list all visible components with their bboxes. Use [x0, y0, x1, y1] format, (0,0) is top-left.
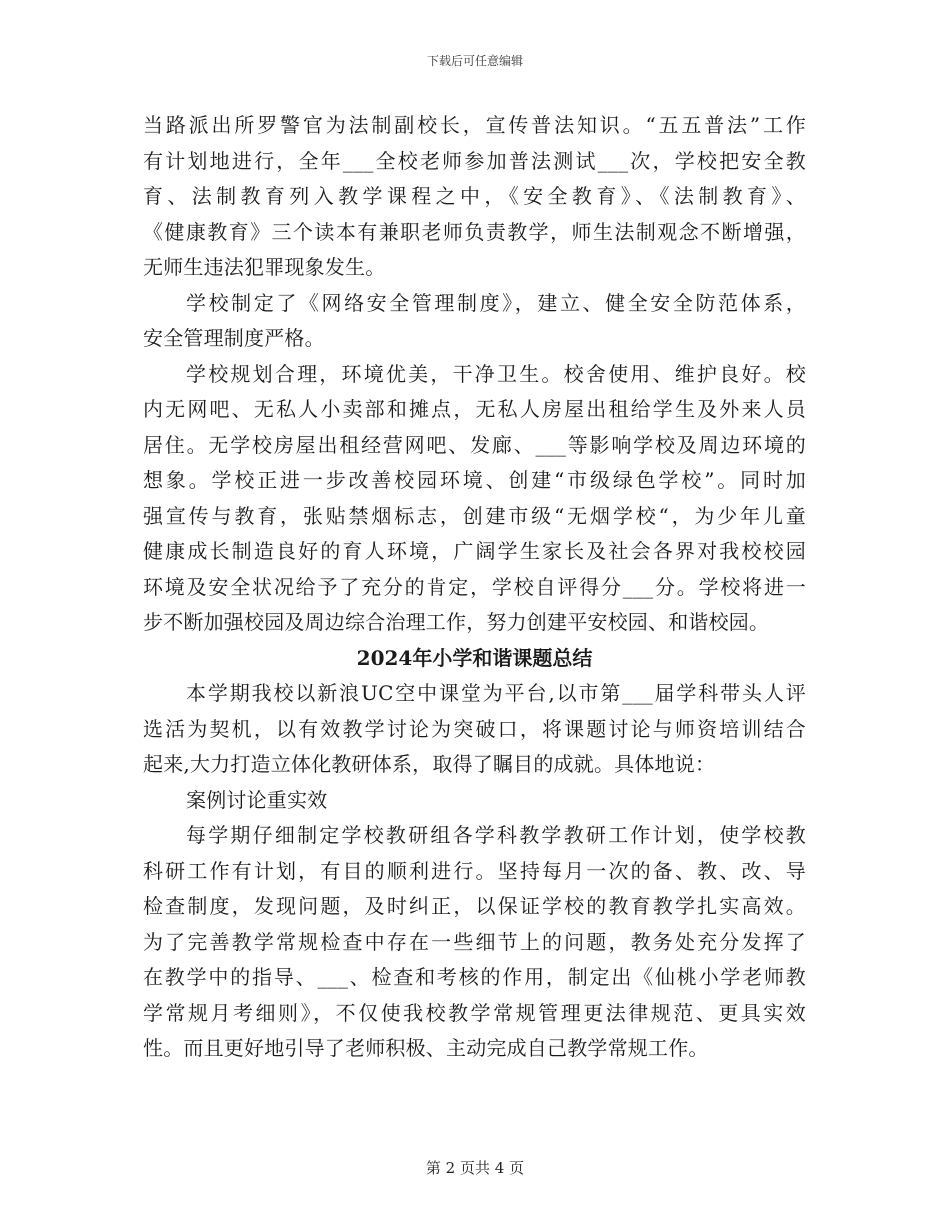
text-line: 居住。无学校房屋出租经营网吧、发廊、___等影响学校及周边环境的: [143, 432, 806, 457]
text-line: 为了完善教学常规检查中存在一些细节上的问题，教务处充分发挥了: [143, 929, 806, 954]
text-line: 学常规月考细则》，不仅使我校教学常规管理更法律规范、更具实效: [143, 1000, 806, 1025]
text-line: 《健康教育》三个读本有兼职老师负责教学，师生法制观念不断增强，: [143, 219, 806, 244]
text-line: 想象。学校正进一步改善校园环境、创建“市级绿色学校”。同时加: [143, 468, 806, 492]
text-line: 本学期我校以新浪UC空中课堂为平台,以市第___届学科带头人评: [186, 681, 806, 705]
text-line: 强宣传与教育，张贴禁烟标志，创建市级“无烟学校“，为少年儿童: [143, 503, 806, 528]
text-line: 学校制定了《网络安全管理制度》，建立、健全安全防范体系，: [186, 290, 806, 315]
text-line: 科研工作有计划，有目的顺利进行。坚持每月一次的备、教、改、导: [143, 858, 806, 883]
document-body: [143, 108, 806, 1067]
text-line: 安全管理制度严格。: [143, 326, 325, 350]
text-line: 起来,大力打造立体化教研体系，取得了瞩目的成就。具体地说：: [143, 752, 716, 776]
text-line: 选活为契机，以有效教学讨论为突破口，将课题讨论与师资培训结合: [143, 716, 806, 741]
page-header: 下载后可任意编辑: [426, 54, 523, 68]
text-line: 环境及安全状况给予了充分的肯定，学校自评得分___分。学校将进一: [143, 574, 806, 599]
text-line: 每学期仔细制定学校教研组各学科教学教研工作计划，使学校教: [186, 823, 806, 847]
text-line: 无师生违法犯罪现象发生。: [143, 255, 386, 279]
section-title: 2024年小学和谐课题总结: [356, 645, 593, 670]
text-line: 健康成长制造良好的育人环境，广阔学生家长及社会各界对我校校园: [143, 539, 806, 563]
text-line: 有计划地进行，全年___全校老师参加普法测试___次，学校把安全教: [143, 148, 806, 173]
text-line: 在教学中的指导、___、检查和考核的作用，制定出《仙桃小学老师教: [143, 965, 806, 989]
subheading: 案例讨论重实效: [186, 787, 328, 812]
text-line: 检查制度，发现问题，及时纠正，以保证学校的教育教学扎实高效。: [143, 894, 806, 918]
text-line: 性。而且更好地引导了老师积极、主动完成自己教学常规工作。: [143, 1036, 709, 1060]
page-footer: 第 2 页共 4 页: [425, 1159, 525, 1177]
text-line: 内无网吧、无私人小卖部和摊点，无私人房屋出租给学生及外来人员: [143, 397, 806, 421]
text-line: 学校规划合理，环境优美，干净卫生。校舍使用、维护良好。校: [186, 361, 806, 386]
text-line: 步不断加强校园及周边综合治理工作，努力创建平安校园、和谐校园。: [143, 610, 770, 634]
text-line: 当路派出所罗警官为法制副校长，宣传普法知识。“五五普法”工作: [143, 113, 806, 137]
text-line: 育、法制教育列入教学课程之中，《安全教育》、《法制教育》、: [143, 184, 806, 208]
